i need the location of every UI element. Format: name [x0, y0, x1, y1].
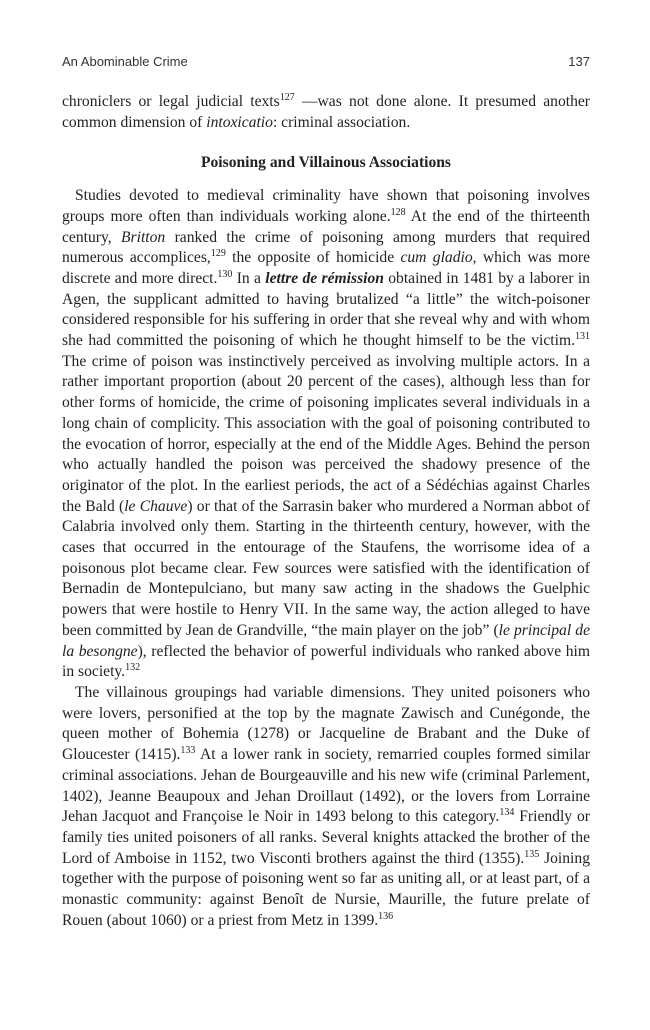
text-run: obtained in 1481 by a laborer in Agen, the supplicant admitted to having brutalized “a little” the witch-poisoner considered responsible for his suffering in order that she reveal why and with whom she had committed the poisoning of which he thought himself to be the victim. — [62, 269, 590, 350]
italic-term: le principal de la besongne — [62, 621, 590, 660]
running-title: An Abominable Crime — [62, 54, 188, 69]
italic-term: le Chauve — [124, 497, 188, 515]
text-run: In a — [232, 269, 266, 287]
body-text — [62, 92, 590, 931]
text-run: the opposite of homicide — [225, 249, 401, 267]
italic-term: cum gladio — [400, 249, 473, 267]
text-run: ), reflected the behavior of powerful individuals who ranked above him in society. — [62, 642, 590, 681]
paragraph — [62, 186, 590, 683]
text-run: —was not done alone. It presumed another common dimension of — [62, 93, 590, 131]
text-run: ranked the crime of poisoning among murders that required numerous accomplices, — [62, 228, 590, 267]
footnote-ref: 127 — [279, 91, 295, 103]
footnote-ref: 135 — [524, 848, 540, 860]
italic-term: Britton — [121, 228, 166, 246]
footnote-ref: 134 — [499, 807, 515, 819]
footnote-ref: 129 — [210, 248, 226, 260]
paragraph — [62, 683, 590, 931]
running-header — [62, 54, 590, 72]
footnote-ref: 131 — [575, 330, 590, 342]
text-run: , which was more discrete and more direct. — [62, 249, 591, 287]
section-heading: Poisoning and Villainous Associations — [200, 154, 452, 172]
footnote-ref: 130 — [217, 268, 233, 280]
footnote-ref: 132 — [125, 662, 141, 674]
text-run: chroniclers or legal judicial texts — [62, 93, 280, 110]
paragraph-continuation — [62, 92, 590, 133]
text-run: The villainous groupings had variable dimensions. They united poisoners who were lovers, personified at the top by the magnate Zawisch and Cunégonde, the queen mother of Bohemia (1278) or Jacqueline de Brabant and the Duke of Gloucester (1415). — [62, 683, 590, 764]
text-run: ) or that of the Sarrasin baker who murdered a Norman abbot of Calabria involved only them. Starting in the thirteenth century, however, with the cases that occurred in the entourage of the Staufens, the worrisome idea of a poisonous plot became clear. Few sources were satisfied with the identification of Bernadin de Montepulciano, but many saw acting in the shadows the Guelphic powers that were hostile to Henry VII. In the same way, the action alleged to have been committed by Jean de Grandville, “the main player on the job” ( — [62, 497, 590, 639]
text-run: Joining together with the purpose of poisoning went so far as uniting all, or at least part, of a monastic community: against Benoît de Nursie, Maurille, the future prelate of Rouen (about 1060) or a priest from Metz in 1399. — [62, 849, 590, 929]
footnote-ref: 136 — [378, 910, 394, 922]
text-run: : criminal association. — [272, 113, 411, 131]
text-run: At the end of the thirteenth century, — [62, 207, 590, 246]
bold-italic-term: lettre de rémission — [265, 269, 384, 287]
page-number: 137 — [568, 54, 590, 69]
text-run: Friendly or family ties united poisoners of all ranks. Several knights attacked the brother of the Lord of Amboise in 1152, two Visconti brothers against the third (1355). — [62, 808, 590, 867]
text-run: Studies devoted to medieval criminality have shown that poisoning involves groups more often than individuals working alone. — [62, 187, 590, 225]
text-run: The crime of poison was instinctively perceived as involving multiple actors. In a rather important proportion (about 20 percent of the cases), although less than for other forms of homicide, the crime of poisoning implicates several individuals in a long chain of complicity. This association with the goal of poisoning contributed to the evocation of horror, especially at the end of the Middle Ages. Behind the person who actually handled the poison was perceived the shadowy presence of the originator of the plot. In the earliest periods, the act of a Sédéchias against Charles the Bald ( — [62, 352, 590, 515]
italic-term: intoxicatio — [206, 113, 273, 131]
footnote-ref: 128 — [390, 206, 406, 218]
text-run: At a lower rank in society, remarried couples formed similar criminal associations. Jehan de Bourgeauville and his new wife (criminal Parlement, 1402), Jeanne Beaupoux and Jehan Droillaut (1492), or the lovers from Lorraine Jehan Jacquot and Françoise le Noir in 1493 belong to this category. — [62, 746, 590, 826]
footnote-ref: 133 — [180, 744, 196, 756]
